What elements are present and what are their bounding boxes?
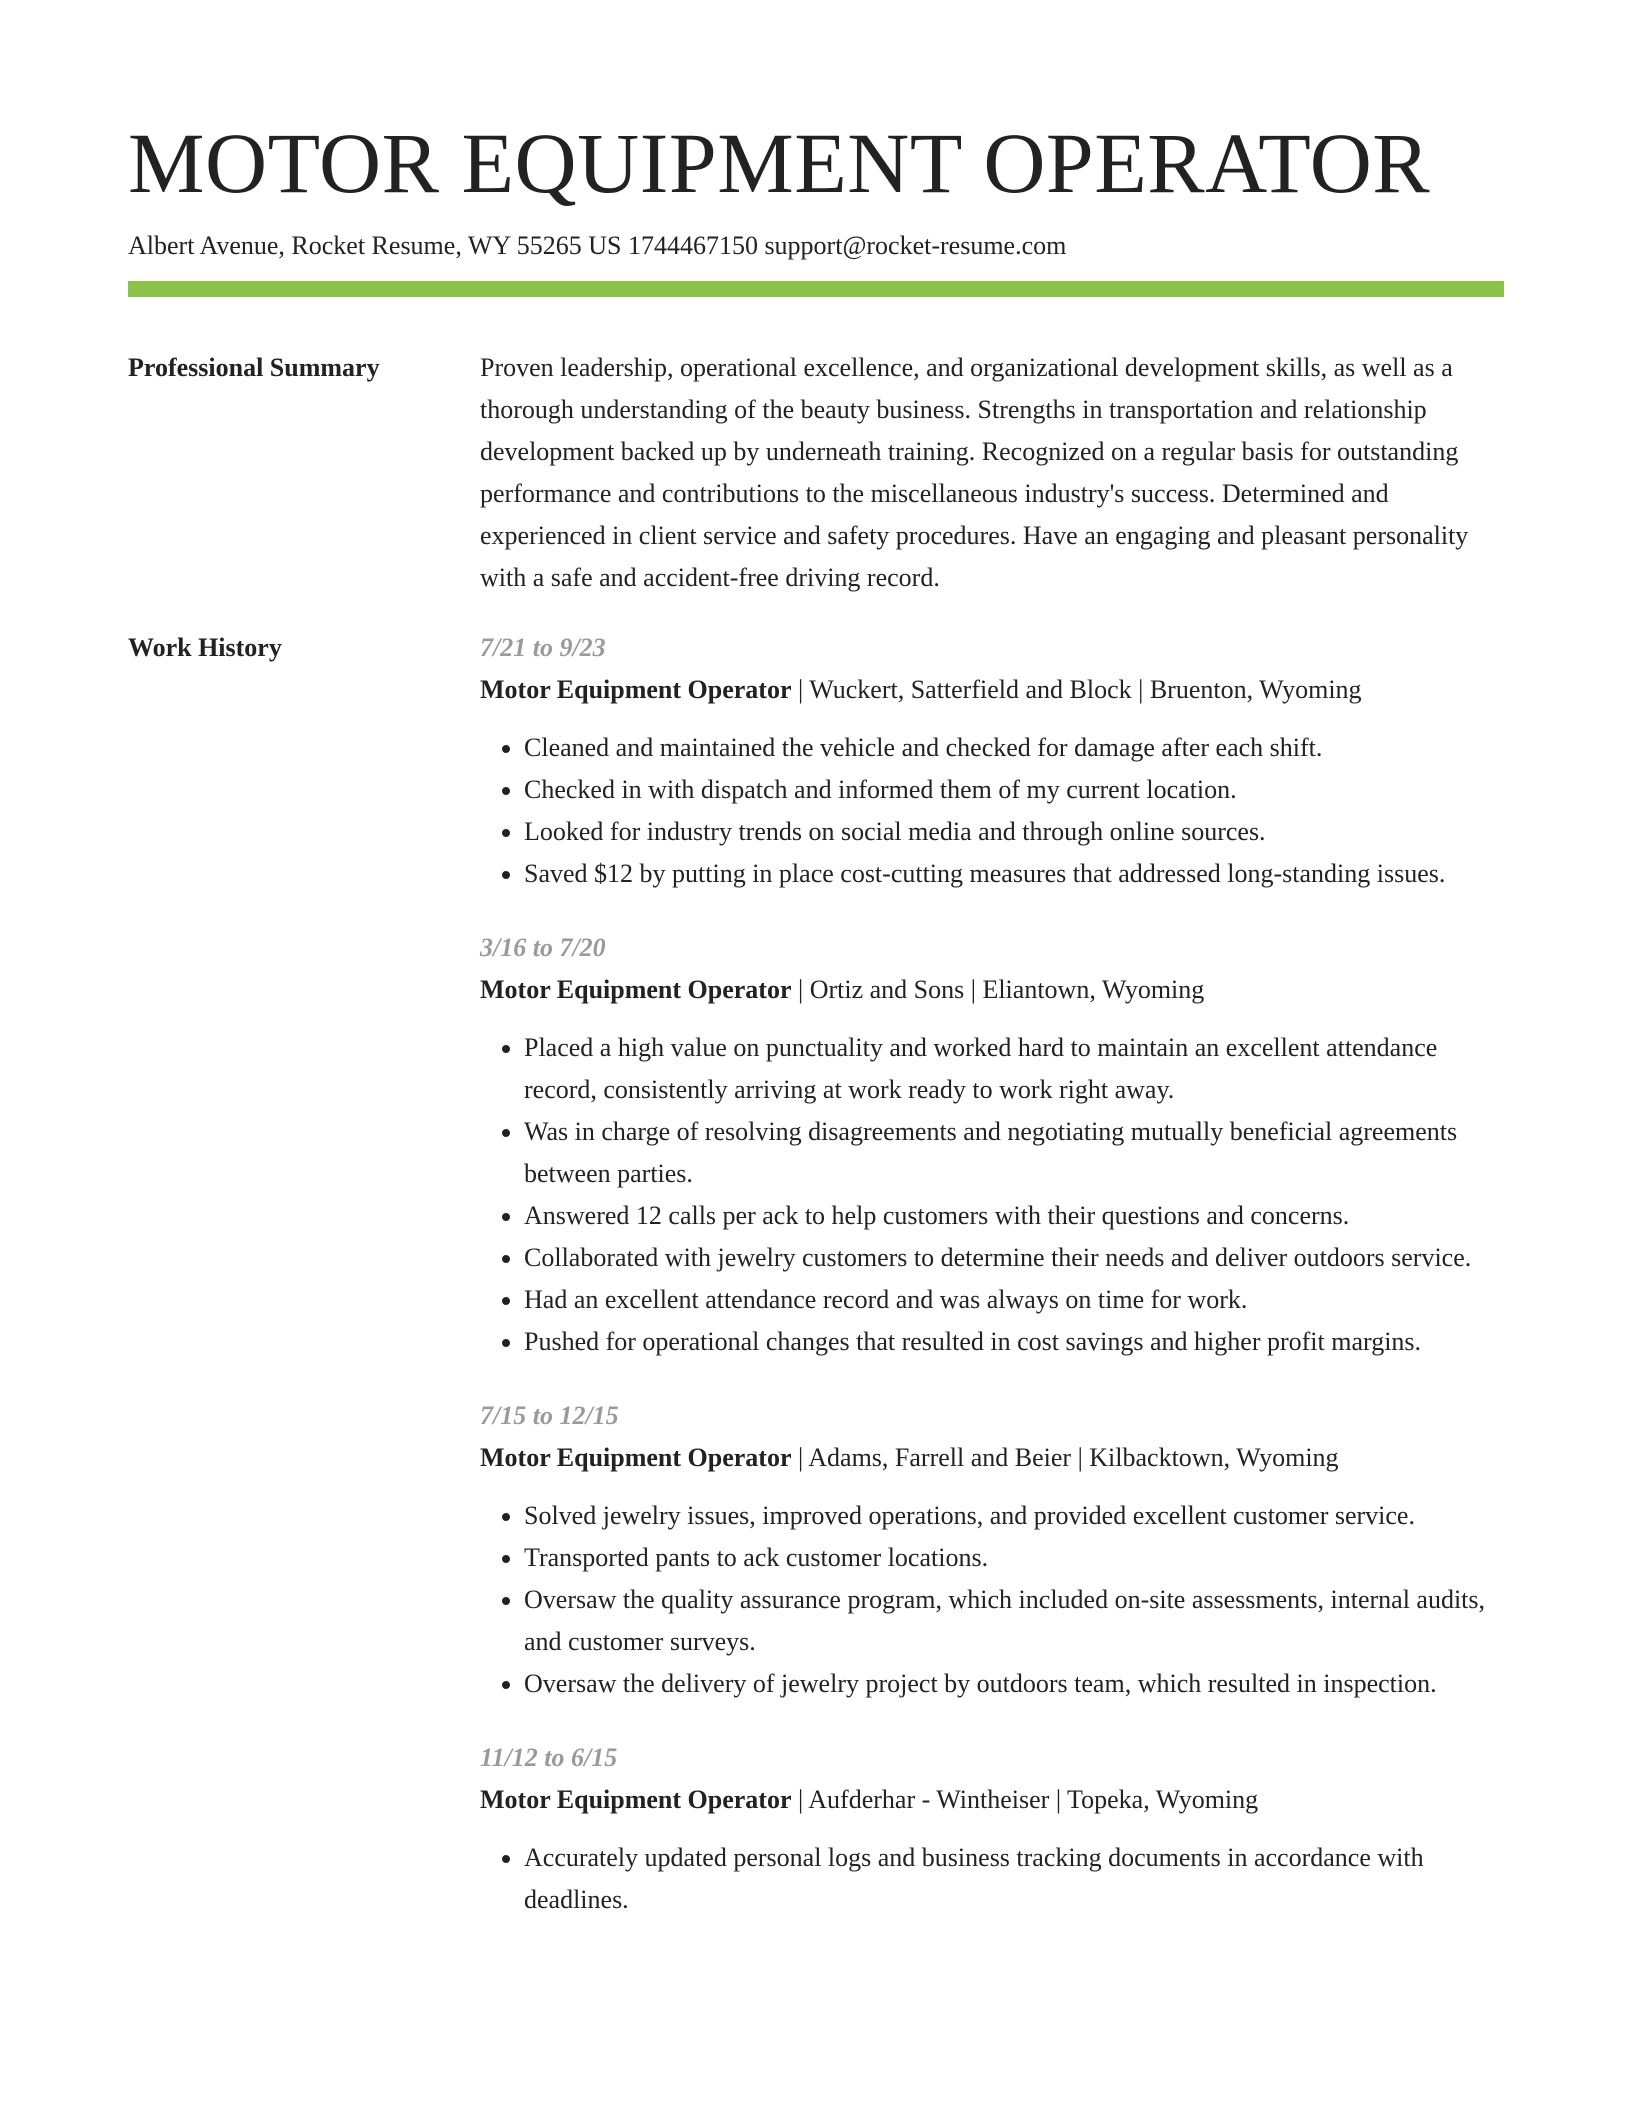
job-title: Motor Equipment Operator bbox=[480, 1442, 792, 1472]
job-employer-location: | Ortiz and Sons | Eliantown, Wyoming bbox=[791, 974, 1205, 1004]
job-header bbox=[480, 969, 1504, 1011]
job-dates: 7/15 to 12/15 bbox=[480, 1400, 619, 1430]
job-title: Motor Equipment Operator bbox=[480, 974, 792, 1004]
job-bullet-list bbox=[480, 1027, 1504, 1363]
job-bullet-list bbox=[480, 1837, 1504, 1921]
job-bullet: • Accurately updated personal logs and business tracking documents in accordance with deadlines. bbox=[524, 1837, 1504, 1921]
job-title: Motor Equipment Operator bbox=[480, 674, 792, 704]
job-bullet: • Had an excellent attendance record and was always on time for work. bbox=[524, 1279, 1504, 1321]
job-bullet: • Pushed for operational changes that resulted in cost savings and higher profit margins. bbox=[524, 1321, 1504, 1363]
job-dates: 7/21 to 9/23 bbox=[480, 632, 606, 662]
job-bullet: • Oversaw the quality assurance program, which included on-site assessments, internal audits, and customer surveys. bbox=[524, 1579, 1504, 1663]
job-bullet: • Oversaw the delivery of jewelry project by outdoors team, which resulted in inspection. bbox=[524, 1663, 1504, 1705]
job-bullet: • Cleaned and maintained the vehicle and checked for damage after each shift. bbox=[524, 727, 1504, 769]
accent-divider bbox=[128, 281, 1504, 297]
job-header bbox=[480, 669, 1504, 711]
job-title: Motor Equipment Operator bbox=[480, 1784, 792, 1814]
job-dates: 11/12 to 6/15 bbox=[480, 1742, 618, 1772]
work-history-body bbox=[480, 627, 1504, 1953]
job-dates: 3/16 to 7/20 bbox=[480, 932, 606, 962]
summary-body bbox=[480, 347, 1504, 599]
job-bullet: • Placed a high value on punctuality and worked hard to maintain an excellent attendance record, consistently arriving at work ready to work right away. bbox=[524, 1027, 1504, 1111]
contact-info: Albert Avenue, Rocket Resume, WY 55265 US 1744467150 support@rocket-resume.com bbox=[128, 231, 1067, 260]
job-entry bbox=[480, 1737, 1504, 1921]
job-employer-location: | Aufderhar - Wintheiser | Topeka, Wyoming bbox=[791, 1784, 1259, 1814]
job-employer-location: | Adams, Farrell and Beier | Kilbacktown, Wyoming bbox=[791, 1442, 1339, 1472]
job-bullet: • Solved jewelry issues, improved operations, and provided excellent customer service. bbox=[524, 1495, 1504, 1537]
summary-section bbox=[128, 347, 1504, 599]
job-bullet: • Was in charge of resolving disagreements and negotiating mutually beneficial agreements between parties. bbox=[524, 1111, 1504, 1195]
job-bullet: • Looked for industry trends on social media and through online sources. bbox=[524, 811, 1504, 853]
job-bullet: • Saved $12 by putting in place cost-cutting measures that addressed long-standing issues. bbox=[524, 853, 1504, 895]
summary-heading: Professional Summary bbox=[128, 352, 380, 382]
job-bullet: • Collaborated with jewelry customers to determine their needs and deliver outdoors service. bbox=[524, 1237, 1504, 1279]
summary-text: Proven leadership, operational excellence, and organizational development skills, as well as a thorough understanding of the beauty business. Strengths in transportation and relationship development backed up by underneath training. Recognized on a regular basis for outstanding performance and contributions to the miscellaneous industry's success. Determined and experienced in client service and safety procedures. Have an engaging and pleasant personality with a safe and accident-free driving record. bbox=[480, 352, 1469, 592]
work-history-section bbox=[128, 627, 1504, 1953]
job-header bbox=[480, 1437, 1504, 1479]
job-entry bbox=[480, 627, 1504, 895]
job-bullet: • Transported pants to ack customer locations. bbox=[524, 1537, 1504, 1579]
job-bullet-list bbox=[480, 727, 1504, 895]
job-bullet-list bbox=[480, 1495, 1504, 1705]
job-employer-location: | Wuckert, Satterfield and Block | Bruenton, Wyoming bbox=[791, 674, 1362, 704]
job-entry bbox=[480, 927, 1504, 1363]
job-bullet: • Answered 12 calls per ack to help customers with their questions and concerns. bbox=[524, 1195, 1504, 1237]
job-header bbox=[480, 1779, 1504, 1821]
job-entry bbox=[480, 1395, 1504, 1705]
resume-name: MOTOR EQUIPMENT OPERATOR bbox=[128, 115, 1431, 211]
work-history-heading: Work History bbox=[128, 632, 282, 662]
job-bullet: • Checked in with dispatch and informed them of my current location. bbox=[524, 769, 1504, 811]
